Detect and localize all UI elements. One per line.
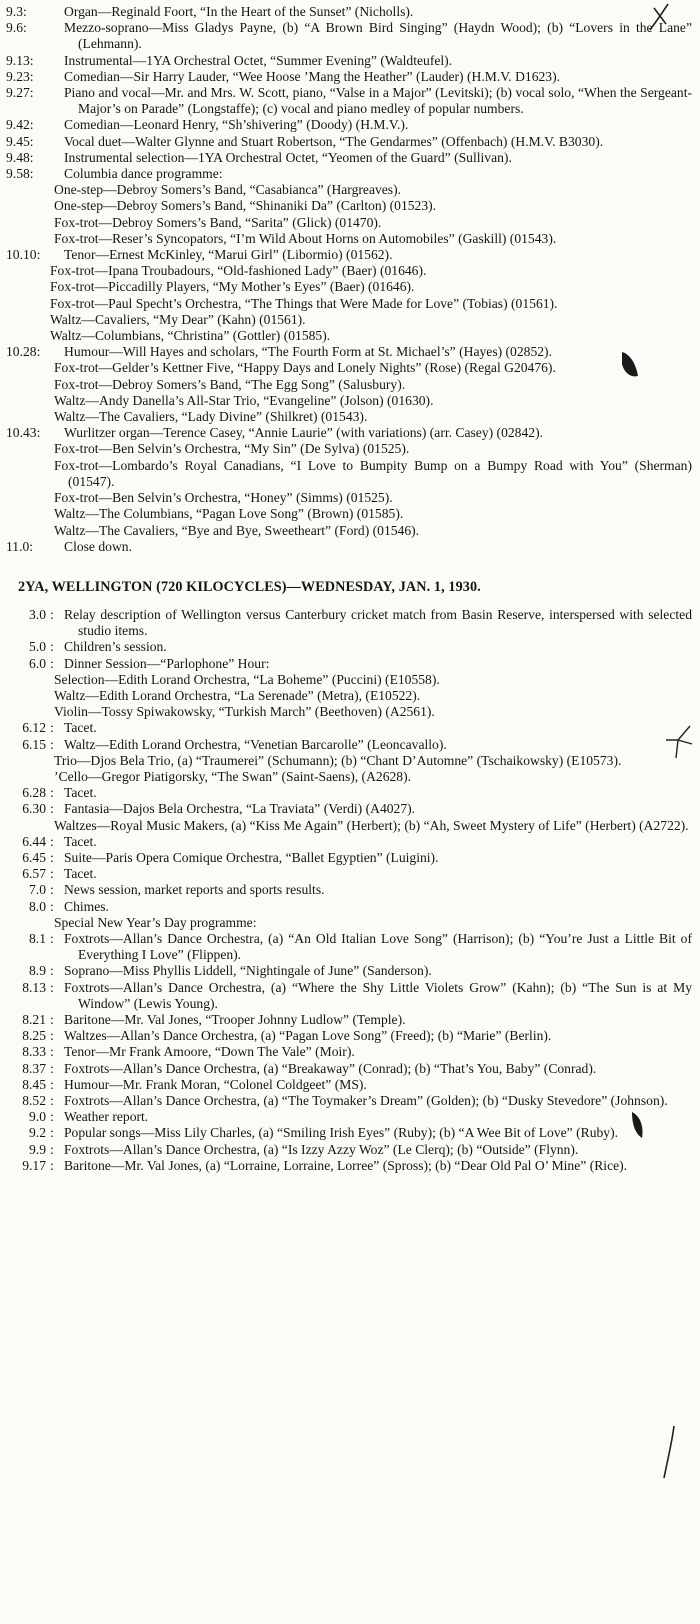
programme-entry xyxy=(6,1028,692,1044)
sub-item: One-step—Debroy Somers’s Band, “Shinaniki Da” (Carlton) (01523). xyxy=(54,198,437,214)
entry-text: Organ—Reginald Foort, “In the Heart of the Sunset” (Nicholls). xyxy=(64,4,414,19)
sub-item: Fox-trot—Gelder’s Kettner Five, “Happy Days and Lonely Nights” (Rose) (Regal G20476). xyxy=(54,360,556,376)
entry-time: 8.37 xyxy=(22,1060,46,1076)
entry-time: 6.15 xyxy=(22,736,46,752)
entry-colon: : xyxy=(50,785,54,801)
programme-entry xyxy=(6,117,692,133)
sub-item: Fox-trot—Reser’s Syncopators, “I’m Wild About Horns on Automobiles” (Gaskill) (01543). xyxy=(54,230,557,246)
entry-time: 9.17 xyxy=(22,1157,46,1173)
entry-time: 6.30 xyxy=(22,801,46,817)
programme-entry xyxy=(6,1012,692,1028)
entry-text: Soprano—Miss Phyllis Liddell, “Nightingale of June” (Sanderson). xyxy=(64,963,432,979)
entry-time: 6.57 xyxy=(22,866,46,882)
entry-time: 8.1 xyxy=(29,930,46,946)
entry-time: 8.25 xyxy=(22,1028,46,1044)
sub-item: Waltz—Andy Danella’s All-Star Trio, “Evangeline” (Jolson) (01630). xyxy=(54,392,434,408)
entry-time: 6.44 xyxy=(22,833,46,849)
programme-entry xyxy=(6,20,692,52)
entry-time: 9.3: xyxy=(6,4,27,19)
entry-time: 9.0 xyxy=(29,1109,46,1125)
entry-text: Humour—Mr. Frank Moran, “Colonel Coldgeet” (MS). xyxy=(64,1076,367,1092)
entry-time: 8.9 xyxy=(29,963,46,979)
entry-text: Tacet. xyxy=(64,866,97,882)
entry-text: Instrumental—1YA Orchestral Octet, “Summer Evening” (Waldteufel). xyxy=(64,52,453,68)
ink-blot-mark xyxy=(628,1110,648,1140)
programme-entry xyxy=(6,963,692,979)
entry-colon: : xyxy=(50,882,54,898)
entry-colon: : xyxy=(50,1125,54,1141)
entry-text: Mezzo-soprano—Miss Gladys Payne, (b) “A Brown Bird Singing” (Haydn Wood); (b) “Lovers in the Lane” (Lehmann). xyxy=(64,20,692,52)
entry-colon: : xyxy=(50,801,54,817)
ink-blot-mark xyxy=(660,1424,680,1480)
sub-item: Waltz—The Columbians, “Pagan Love Song” (Brown) (01585). xyxy=(54,506,404,522)
entry-colon: : xyxy=(50,639,54,655)
programme-entry xyxy=(6,1093,692,1109)
programme-entry xyxy=(6,150,692,166)
sub-item: Waltz—Edith Lorand Orchestra, “La Serenade” (Metra), (E10522). xyxy=(54,687,421,703)
entry-text: Close down. xyxy=(64,538,132,554)
ink-blot-mark xyxy=(664,722,694,762)
entry-colon: : xyxy=(50,930,54,946)
entry-time: 6.45 xyxy=(22,849,46,865)
entry-text: Baritone—Mr. Val Jones, (a) “Lorraine, Lorraine, Lorree” (Spross); (b) “Dear Old Pal O’ Mine” (Rice). xyxy=(64,1157,628,1173)
programme-entry xyxy=(6,85,692,117)
entry-time: 10.43: xyxy=(6,425,41,441)
entry-text: Dinner Session—“Parlophone” Hour: xyxy=(64,655,270,671)
sub-item: Violin—Tossy Spiwakowsky, “Turkish March” (Beethoven) (A2561). xyxy=(54,704,435,720)
programme-entry xyxy=(6,166,692,182)
entry-colon: : xyxy=(50,979,54,995)
sub-item: Fox-trot—Debroy Somers’s Band, “The Egg Song” (Salusbury). xyxy=(54,376,406,392)
entry-text: Wurlitzer organ—Terence Casey, “Annie Laurie” (with variations) (arr. Casey) (02842). xyxy=(64,425,543,441)
programme-entry xyxy=(6,801,692,817)
entry-text: Foxtrots—Allan’s Dance Orchestra, (a) “Where the Shy Little Violets Grow” (Kahn); (b) “The Sun is at My Window” (Lewis Young). xyxy=(64,979,692,1011)
sub-item: ’Cello—Gregor Piatigorsky, “The Swan” (Saint-Saens), (A2628). xyxy=(54,768,412,784)
entry-text: Humour—Will Hayes and scholars, “The Fourth Form at St. Michael’s” (Hayes) (02852). xyxy=(64,344,552,360)
ink-blot-mark xyxy=(616,350,642,380)
entry-time: 3.0 xyxy=(29,606,46,622)
entry-time: 9.6: xyxy=(6,20,27,36)
entry-colon: : xyxy=(50,1109,54,1125)
entry-time: 9.45: xyxy=(6,133,34,149)
programme-entry xyxy=(6,1125,692,1141)
entry-colon: : xyxy=(50,720,54,736)
programme-entry xyxy=(6,539,692,555)
programme-entry xyxy=(6,980,692,1012)
programme-entry xyxy=(6,607,692,639)
entry-time: 6.0 xyxy=(29,655,46,671)
programme-entry xyxy=(6,720,692,736)
station-heading: 2YA, WELLINGTON (720 KILOCYCLES)—WEDNESDAY, JAN. 1, 1930. xyxy=(18,578,481,595)
sub-item: Fox-trot—Ben Selvin’s Orchestra, “Honey” (Simms) (01525). xyxy=(54,490,393,506)
entry-text: News session, market reports and sports results. xyxy=(64,882,325,898)
entry-text: Foxtrots—Allan’s Dance Orchestra, (a) “Is Izzy Azzy Woz” (Le Clerq); (b) “Outside” (Flynn). xyxy=(64,1141,579,1157)
entry-time: 10.10: xyxy=(6,247,41,263)
programme-entry xyxy=(6,850,692,866)
sub-item: Fox-trot—Piccadilly Players, “My Mother’s Eyes” (Baer) (01646). xyxy=(50,279,415,295)
programme-2ya xyxy=(6,607,692,1174)
programme-entry xyxy=(6,931,692,963)
entry-text: Tenor—Ernest McKinley, “Marui Girl” (Libormio) (01562). xyxy=(64,247,393,263)
programme-entry xyxy=(6,1077,692,1093)
entry-colon: : xyxy=(50,849,54,865)
entry-text: Children’s session. xyxy=(64,639,167,655)
entry-text: Tacet. xyxy=(64,785,97,801)
special-programme-label: Special New Year’s Day programme: xyxy=(54,914,257,930)
programme-entry xyxy=(6,737,692,753)
entry-text: Baritone—Mr. Val Jones, “Trooper Johnny Ludlow” (Temple). xyxy=(64,1011,406,1027)
entry-colon: : xyxy=(50,1141,54,1157)
entry-text: Instrumental selection—1YA Orchestral Octet, “Yeomen of the Guard” (Sullivan). xyxy=(64,149,512,165)
programme-entry xyxy=(6,834,692,850)
entry-colon: : xyxy=(50,736,54,752)
entry-colon: : xyxy=(50,655,54,671)
programme-entry xyxy=(6,4,692,20)
entry-time: 5.0 xyxy=(29,639,46,655)
entry-text: Fantasia—Dajos Bela Orchestra, “La Traviata” (Verdi) (A4027). xyxy=(64,801,416,817)
entry-colon: : xyxy=(50,898,54,914)
entry-time: 9.42: xyxy=(6,117,34,133)
entry-time: 8.45 xyxy=(22,1076,46,1092)
entry-text: Comedian—Sir Harry Lauder, “Wee Hoose ’Mang the Heather” (Lauder) (H.M.V. D1623). xyxy=(64,68,561,84)
entry-text: Vocal duet—Walter Glynne and Stuart Robertson, “The Gendarmes” (Offenbach) (H.M.V. B3030). xyxy=(64,133,604,149)
entry-time: 10.28: xyxy=(6,344,41,360)
sub-item: One-step—Debroy Somers’s Band, “Casabianca” (Hargreaves). xyxy=(54,182,402,198)
entry-time: 9.58: xyxy=(6,166,34,182)
entry-colon: : xyxy=(50,1011,54,1027)
entry-colon: : xyxy=(50,1093,54,1108)
entry-text: Comedian—Leonard Henry, “Sh’shivering” (Doody) (H.M.V.). xyxy=(64,117,409,133)
programme-entry xyxy=(6,53,692,69)
programme-entry xyxy=(6,785,692,801)
sub-item: Waltz—Columbians, “Christina” (Gottler) (01585). xyxy=(50,328,331,344)
programme-entry xyxy=(6,656,692,672)
entry-text: Suite—Paris Opera Comique Orchestra, “Ballet Egyptien” (Luigini). xyxy=(64,849,439,865)
entry-text: Chimes. xyxy=(64,898,109,914)
entry-colon: : xyxy=(50,1157,54,1173)
entry-colon: : xyxy=(50,866,54,882)
sub-item: Fox-trot—Lombardo’s Royal Canadians, “I Love to Bumpity Bump on a Bumpy Road with You” (Sherman) (01547). xyxy=(54,457,692,489)
sub-item: Waltz—The Cavaliers, “Bye and Bye, Sweetheart” (Ford) (01546). xyxy=(54,522,420,538)
programme-entry xyxy=(6,899,692,915)
entry-text: Foxtrots—Allan’s Dance Orchestra, (a) “The Toymaker’s Dream” (Golden); (b) “Dusky Stevedore” (Johnson). xyxy=(64,1093,668,1108)
programme-entry xyxy=(6,639,692,655)
entry-time: 6.28 xyxy=(22,785,46,801)
entry-text: Popular songs—Miss Lily Charles, (a) “Smiling Irish Eyes” (Ruby); (b) “A Wee Bit of Love” (Ruby). xyxy=(64,1125,619,1141)
entry-text: Weather report. xyxy=(64,1109,149,1125)
entry-time: 9.9 xyxy=(29,1141,46,1157)
entry-colon: : xyxy=(50,606,54,622)
entry-text: Waltzes—Allan’s Dance Orchestra, (a) “Pagan Love Song” (Freed); (b) “Marie” (Berlin). xyxy=(64,1028,552,1044)
sub-item: Fox-trot—Debroy Somers’s Band, “Sarita” (Glick) (01470). xyxy=(54,214,382,230)
entry-colon: : xyxy=(50,1076,54,1092)
entry-text: Relay description of Wellington versus Canterbury cricket match from Basin Reserve, interspersed with selected studio items. xyxy=(64,606,692,639)
sub-item: Waltz—Cavaliers, “My Dear” (Kahn) (01561). xyxy=(50,311,306,327)
sub-item: Trio—Djos Bela Trio, (a) “Traumerei” (Schumann); (b) “Chant D’Automne” (Tschaikowsky) (E10573). xyxy=(54,752,622,768)
entry-time: 9.2 xyxy=(29,1125,46,1141)
sub-item: Fox-trot—Ben Selvin’s Orchestra, “My Sin” (De Sylva) (01525). xyxy=(54,441,410,457)
entry-time: 8.33 xyxy=(22,1044,46,1060)
entry-time: 8.13 xyxy=(22,979,46,995)
entry-time: 8.21 xyxy=(22,1011,46,1027)
sub-item: Waltzes—Royal Music Makers, (a) “Kiss Me Again” (Herbert); (b) “Ah, Sweet Mystery of Life” (Herbert) (A2722). xyxy=(54,817,689,833)
programme-entry xyxy=(6,882,692,898)
sub-item: Selection—Edith Lorand Orchestra, “La Boheme” (Puccini) (E10558). xyxy=(54,671,440,687)
programme-entry xyxy=(6,1142,692,1158)
entry-time: 9.48: xyxy=(6,149,34,165)
entry-text: Tacet. xyxy=(64,720,97,736)
sub-item: Fox-trot—Paul Specht’s Orchestra, “The Things that Were Made for Love” (Tobias) (01561). xyxy=(50,295,558,311)
entry-time: 11.0: xyxy=(6,538,34,554)
programme-entry xyxy=(6,69,692,85)
entry-colon: : xyxy=(50,1060,54,1076)
entry-time: 9.27: xyxy=(6,85,34,101)
entry-colon: : xyxy=(50,1044,54,1060)
sub-item: Fox-trot—Ipana Troubadours, “Old-fashioned Lady” (Baer) (01646). xyxy=(50,263,427,279)
entry-text: Piano and vocal—Mr. and Mrs. W. Scott, piano, “Valse in a Major” (Levitski); (b) vocal solo, “When the Sergeant-Major’s on Parade” (Longstaffe); (c) vocal and piano medley of popular numbers. xyxy=(64,85,692,117)
programme-1ya-evening xyxy=(6,4,692,555)
entry-text: Foxtrots—Allan’s Dance Orchestra, (a) “Breakaway” (Conrad); (b) “That’s You, Baby” (Conrad). xyxy=(64,1060,597,1076)
programme-entry xyxy=(6,1158,692,1174)
programme-entry xyxy=(6,1044,692,1060)
programme-entry xyxy=(6,866,692,882)
entry-colon: : xyxy=(50,1028,54,1044)
entry-text: Foxtrots—Allan’s Dance Orchestra, (a) “An Old Italian Love Song” (Harrison); (b) “You’re Just a Little Bit of Everything I Love” (Flippen). xyxy=(64,930,692,963)
entry-text: Waltz—Edith Lorand Orchestra, “Venetian Barcarolle” (Leoncavallo). xyxy=(64,736,447,752)
entry-time: 8.0 xyxy=(29,898,46,914)
programme-entry xyxy=(6,425,692,441)
entry-text: Columbia dance programme: xyxy=(64,166,223,182)
entry-time: 9.13: xyxy=(6,52,34,68)
entry-colon: : xyxy=(50,833,54,849)
programme-entry xyxy=(6,344,692,360)
entry-text: Tenor—Mr Frank Amoore, “Down The Vale” (Moir). xyxy=(64,1044,355,1060)
entry-time: 8.52 xyxy=(22,1093,46,1108)
entry-colon: : xyxy=(50,963,54,979)
sub-item: Waltz—The Cavaliers, “Lady Divine” (Shilkret) (01543). xyxy=(54,409,368,425)
programme-entry xyxy=(6,247,692,263)
programme-entry xyxy=(6,1109,692,1125)
programme-entry xyxy=(6,134,692,150)
ink-blot-mark xyxy=(646,2,672,38)
entry-text: Tacet. xyxy=(64,833,97,849)
entry-time: 6.12 xyxy=(22,720,46,736)
programme-entry xyxy=(6,1061,692,1077)
entry-time: 9.23: xyxy=(6,68,34,84)
entry-time: 7.0 xyxy=(29,882,46,898)
